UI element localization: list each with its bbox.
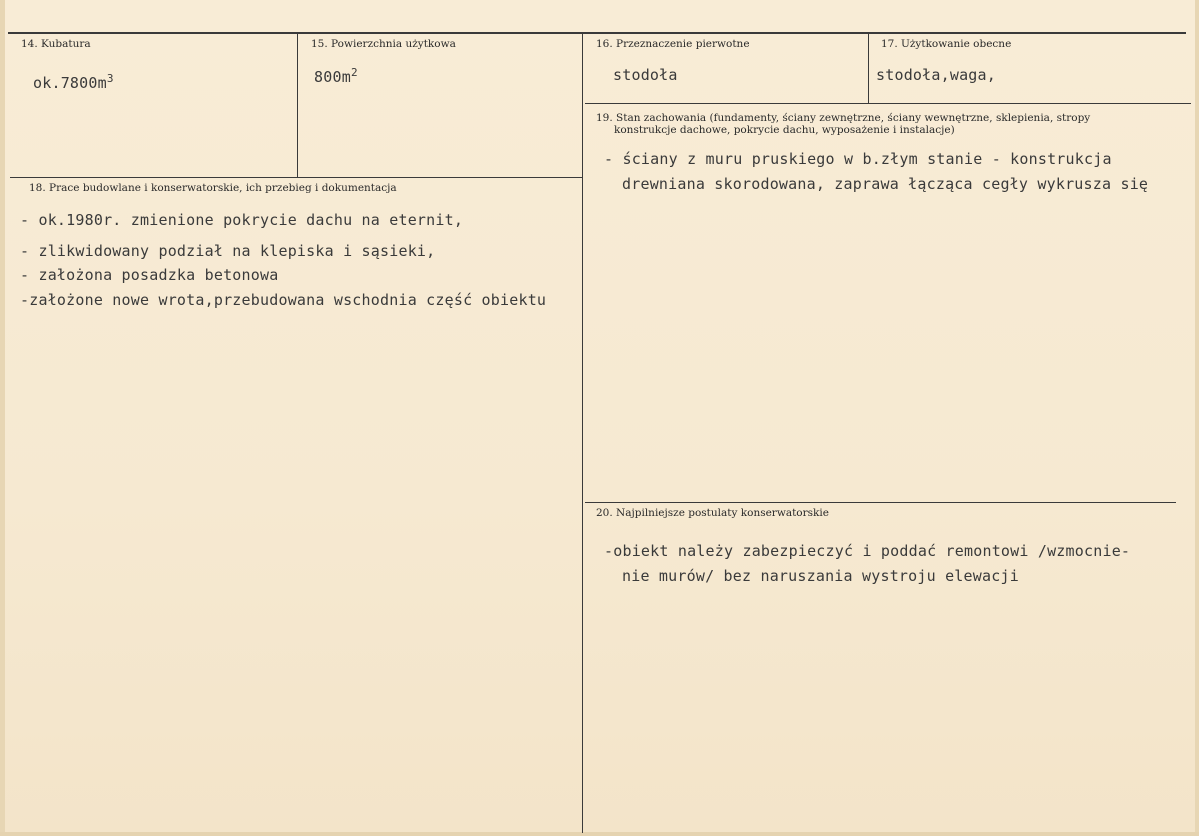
field-20-line-2: nie murów/ bez naruszania wystroju elewacji [622, 567, 1019, 585]
card-edge-right [1195, 0, 1199, 836]
field-18-line-2: - zlikwidowany podział na klepiska i sąsieki, [20, 242, 436, 260]
field-15-value: $800m^2$ [314, 66, 358, 86]
card-edge-bottom [0, 832, 1199, 836]
field-19-label-line1: 19. Stan zachowania (fundamenty, ściany zewnętrzne, ściany wewnętrzne, sklepienia, stropy [596, 112, 1091, 124]
field-19-label-line2: konstrukcje dachowe, pokrycie dachu, wyposażenie i instalacje) [614, 124, 955, 136]
field-19-line-2: drewniana skorodowana, zaprawa łącząca cegły wykrusza się [622, 175, 1149, 193]
field-14-value: $ok.7800m^3$ [33, 72, 114, 92]
card-edge-left [0, 0, 5, 836]
line-above-20 [585, 502, 1176, 503]
field-18-label: 18. Prace budowlane i konserwatorskie, ich przebieg i dokumentacja [29, 182, 397, 194]
field-20-label: 20. Najpilniejsze postulaty konserwatorskie [596, 507, 829, 519]
field-17-value: stodoła,waga, [876, 66, 996, 84]
field-20-line-1: -obiekt należy zabezpieczyć i poddać remontowi /wzmocnie- [604, 542, 1131, 560]
top-border-line [8, 32, 1186, 34]
field-14-unit-sup: 3 [106, 72, 114, 85]
divider-14-15 [297, 33, 298, 177]
center-divider [582, 33, 583, 833]
line-below-16-17 [585, 103, 1191, 104]
field-17-label: 17. Użytkowanie obecne [881, 38, 1012, 50]
field-15-unit-sup: 2 [350, 66, 358, 79]
divider-16-17 [868, 33, 869, 103]
field-15-label: 15. Powierzchnia użytkowa [311, 38, 456, 50]
field-14-label: 14. Kubatura [21, 38, 91, 50]
field-18-line-1: - ok.1980r. zmienione pokrycie dachu na eternit, [20, 211, 464, 229]
field-18-line-3: - założona posadzka betonowa [20, 266, 279, 284]
field-16-value: stodoła [613, 66, 678, 84]
line-above-18 [10, 177, 582, 178]
field-16-label: 16. Przeznaczenie pierwotne [596, 38, 750, 50]
field-19-line-1: - ściany z muru pruskiego w b.złym stanie - konstrukcja [604, 150, 1112, 168]
field-18-line-4: -założone nowe wrota,przebudowana wschodnia część obiektu [20, 291, 547, 309]
